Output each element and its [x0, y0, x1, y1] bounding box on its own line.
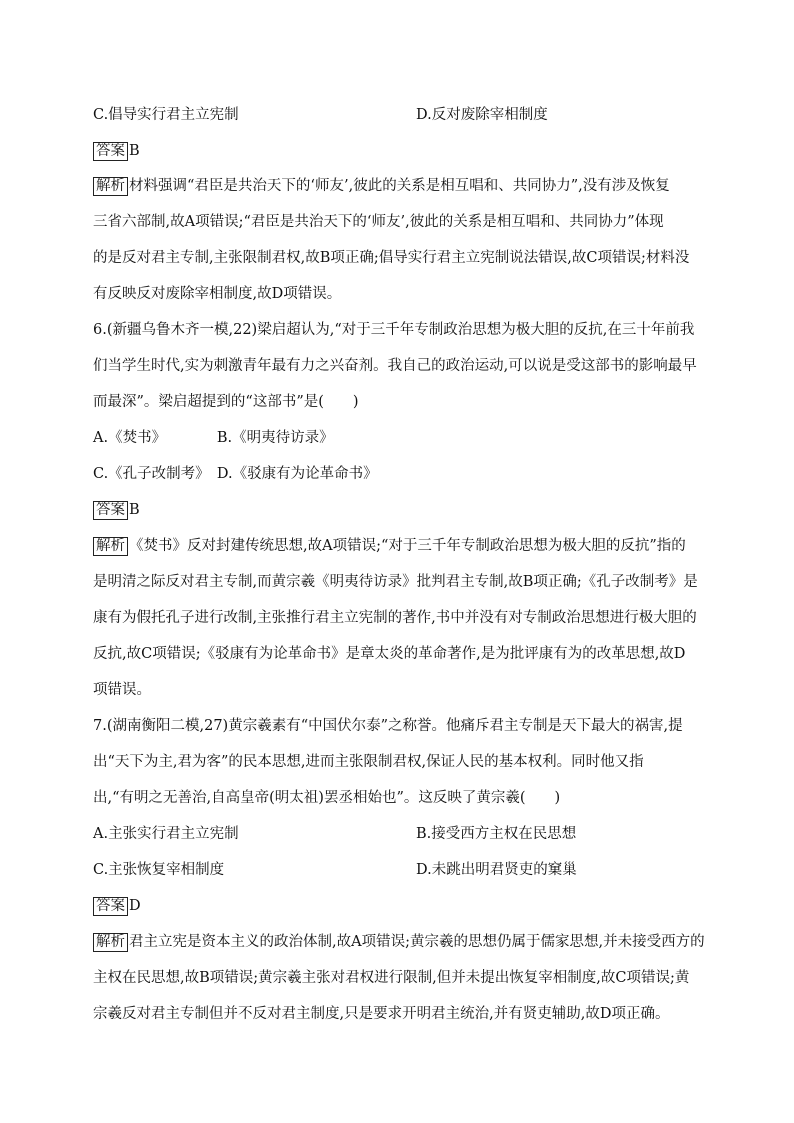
q7-question-line: 7.(湖南衡阳二模,27)黄宗羲素有“中国伏尔泰”之称誉。他痛斥君主专制是天下最大的祸害,提: [93, 718, 683, 734]
q7-question-line: 出,“有明之无善治,自高皇帝(明太祖)罢丞相始也”。这反映了黄宗羲( ): [93, 790, 561, 806]
q7-analysis-line: 主权在民思想,故B项错误;黄宗羲主张对君权进行限制,但并未提出恢复宰相制度,故C项错误;黄: [93, 970, 690, 986]
q6-analysis-line: 康有为假托孔子进行改制,主张推行君主立宪制的著作,书中并没有对专制政治思想进行极大胆的: [93, 610, 697, 626]
q7-option-a: A.主张实行君主立宪制: [93, 826, 239, 842]
q7-answer: [93, 896, 141, 916]
q6-question-line: 们当学生时代,实为刺激青年最有力之兴奋剂。我自己的政治运动,可以说是受这部书的影响最早: [93, 358, 697, 374]
answer-label: 答案: [93, 897, 128, 916]
q5-option-c: C.倡导实行君主立宪制: [93, 107, 239, 123]
q7-analysis-line: 宗羲反对君主专制但并不反对君主制度,只是要求开明君主统治,并有贤吏辅助,故D项正确。: [93, 1006, 670, 1022]
q5-option-d: D.反对废除宰相制度: [416, 107, 548, 123]
q5-answer: [93, 141, 140, 161]
q6-options-row-1: A.《焚书》 B.《明夷待访录》: [93, 430, 334, 446]
analysis-label: 解析: [93, 933, 128, 952]
q6-options-row-2: C.《孔子改制考》 D.《驳康有为论革命书》: [93, 466, 378, 482]
q7-option-d: D.未跳出明君贤吏的窠巢: [416, 862, 577, 878]
answer-label: 答案: [93, 501, 128, 520]
q6-question-line: 而最深”。梁启超提到的“这部书”是( ): [93, 394, 359, 410]
q7-question-line: 出“天下为主,君为客”的民本思想,进而主张限制君权,保证人民的基本权利。同时他又指: [93, 754, 644, 770]
q7-option-b: B.接受西方主权在民思想: [416, 826, 577, 842]
q6-analysis-line: 反抗,故C项错误;《驳康有为论革命书》是章太炎的革命著作,是为批评康有为的改革思想,故D: [93, 646, 686, 662]
q5-analysis-line: 有反映反对废除宰相制度,故D项错误。: [93, 286, 342, 302]
q7-option-row: [93, 824, 577, 844]
analysis-label: 解析: [93, 537, 128, 556]
q6-answer: [93, 500, 140, 520]
q6-analysis-line: 解析 《焚书》反对封建传统思想,故A项错误;“对于三千年专制政治思想为极大胆的反抗”指的: [93, 536, 686, 556]
answer-value: B: [129, 502, 140, 518]
q5-analysis-line: 解析 材料强调“君臣是共治天下的‘师友’,彼此的关系是相互唱和、共同协力”,没有涉及恢复: [93, 176, 670, 196]
q5-analysis-line: 的是反对君主专制,主张限制君权,故B项正确;倡导实行君主立宪制说法错误,故C项错误;材料没: [93, 250, 690, 266]
q6-analysis-line: 是明清之际反对君主专制,而黄宗羲《明夷待访录》批判君主专制,故B项正确;《孔子改制考》是: [93, 574, 698, 590]
q6-analysis-line: 项错误。: [93, 682, 151, 698]
q7-analysis-line: 解析 君主立宪是资本主义的政治体制,故A项错误;黄宗羲的思想仍属于儒家思想,并未接受西方的: [93, 932, 705, 952]
analysis-label: 解析: [93, 177, 128, 196]
answer-value: D: [129, 898, 141, 914]
q6-question-line: 6.(新疆乌鲁木齐一模,22)梁启超认为,“对于三千年专制政治思想为极大胆的反抗,在三十年前我: [93, 322, 695, 338]
answer-value: B: [129, 143, 140, 159]
q5-option-row: [93, 105, 548, 125]
q7-option-c: C.主张恢复宰相制度: [93, 862, 225, 878]
answer-label: 答案: [93, 142, 128, 161]
q7-option-row: [93, 860, 577, 880]
q5-analysis-line: 三省六部制,故A项错误;“君臣是共治天下的‘师友’,彼此的关系是相互唱和、共同协力”体现: [93, 214, 664, 230]
